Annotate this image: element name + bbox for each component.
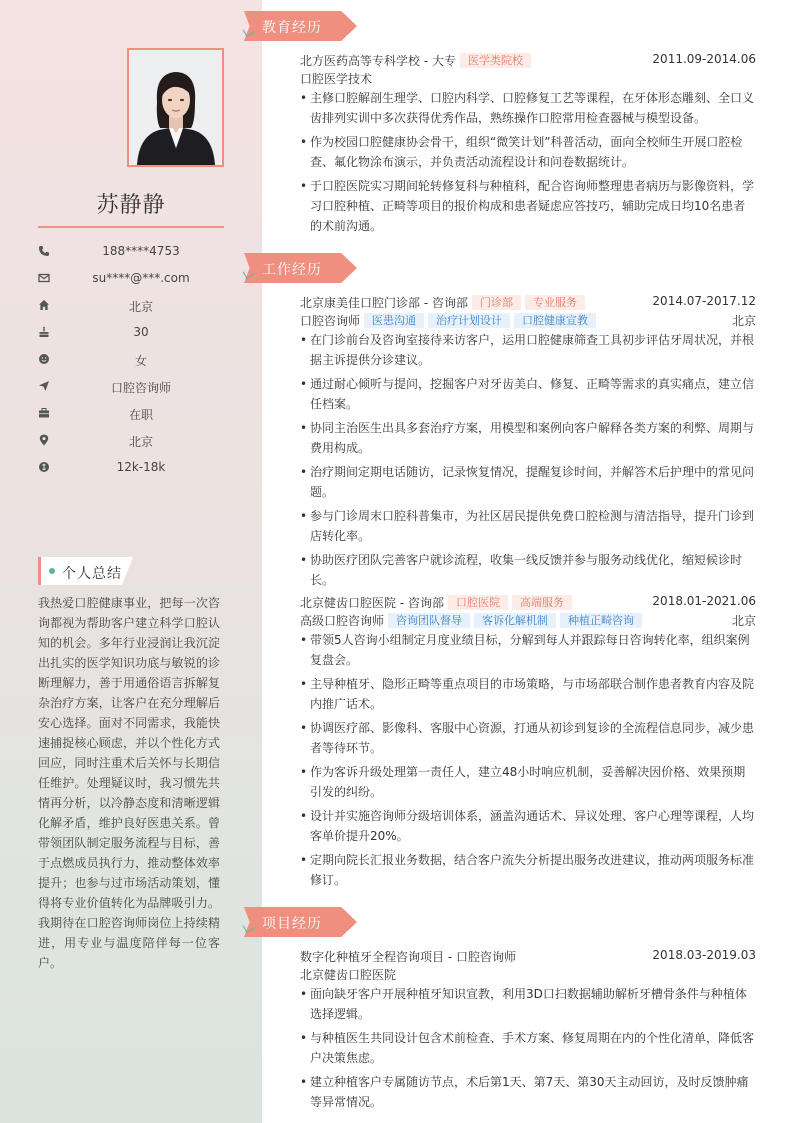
city-value: 北京 xyxy=(128,300,153,314)
skill-tag: 种植正畸咨询 xyxy=(560,613,642,628)
info-row-status xyxy=(38,400,224,427)
phone-icon xyxy=(38,245,50,257)
job-date: 2014.07-2017.12 xyxy=(652,294,756,308)
work-section-heading xyxy=(244,253,357,283)
info-row-phone xyxy=(38,238,224,265)
project-entry-1 xyxy=(300,947,756,1116)
skill-tag: 咨询团队督导 xyxy=(388,613,470,628)
summary-section-heading xyxy=(38,557,134,585)
education-section-heading xyxy=(244,11,357,41)
job-location: 北京 xyxy=(731,614,756,628)
list-item: • 建立种植客户专属随访节点，术后第1天、第7天、第30天主动回访，及时反馈肿痛等异常情况。 xyxy=(300,1072,756,1112)
skill-tag: 客诉化解机制 xyxy=(474,613,556,628)
home-icon xyxy=(38,299,50,311)
job-location: 北京 xyxy=(731,314,756,328)
company-tag: 高端服务 xyxy=(512,595,572,610)
info-row-salary xyxy=(38,454,224,481)
profile-photo xyxy=(127,48,224,167)
briefcase-icon xyxy=(38,407,50,419)
projects-section-heading xyxy=(244,907,357,937)
person-name: 苏静静 xyxy=(96,193,166,218)
salary-icon xyxy=(38,461,50,473)
education-entry xyxy=(300,51,756,240)
portrait-image xyxy=(129,50,222,165)
school-tag: 医学类院校 xyxy=(460,53,531,68)
education-bullets xyxy=(300,88,756,236)
email-value: su****@***.com xyxy=(92,271,190,285)
location-value: 北京 xyxy=(128,435,153,449)
school-name: 北方医药高等专科学校 - 大专 xyxy=(300,54,456,68)
list-item: • 主修口腔解剖生理学、口腔内科学、口腔修复工艺等课程，在牙体形态雕刻、全口义齿排列实训中多次获得优秀作品，熟练操作口腔常用检查器械与模型设备。 xyxy=(300,88,756,128)
list-item: • 治疗期间定期电话随访，记录恢复情况，提醒复诊时间，并解答术后护理中的常见问题。 xyxy=(300,462,756,502)
project-name: 数字化种植牙全程咨询项目 - 口腔咨询师 xyxy=(300,950,516,964)
list-item: • 在门诊前台及咨询室接待来访客户，运用口腔健康筛查工具初步评估牙周状况，并根据主诉提供分诊建议。 xyxy=(300,330,756,370)
list-item: • 于口腔医院实习期间轮转修复科与种植科，配合咨询师整理患者病历与影像资料，学习口腔种植、正畸等项目的报价构成和患者疑虑应答技巧，辅助完成日均10名患者的术前沟通。 xyxy=(300,176,756,236)
info-row-location xyxy=(38,427,224,454)
job-position: 高级口腔咨询师 xyxy=(300,614,385,628)
major: 口腔医学技术 xyxy=(300,72,373,86)
company-tag: 口腔医院 xyxy=(448,595,508,610)
heading-dot-icon xyxy=(49,568,55,574)
phone-value: 188****4753 xyxy=(102,244,180,258)
company-tag: 门诊部 xyxy=(472,295,521,310)
skill-tag: 医患沟通 xyxy=(364,313,424,328)
info-row-age xyxy=(38,319,224,346)
skill-tag: 治疗计划设计 xyxy=(428,313,510,328)
location-icon xyxy=(38,434,50,446)
list-item: • 定期向院长汇报业务数据，结合客户流失分析提出服务改进建议，推动两项服务标准修订。 xyxy=(300,850,756,890)
work-title: 工作经历 xyxy=(262,262,322,278)
salary-value: 12k-18k xyxy=(116,460,166,474)
job-position: 口腔咨询师 xyxy=(300,314,361,328)
job-bullets xyxy=(300,630,756,890)
list-item: • 协同主治医生出具多套治疗方案，用模型和案例向客户解释各类方案的利弊、周期与费用构成。 xyxy=(300,418,756,458)
company-name: 北京健齿口腔医院 - 咨询部 xyxy=(300,596,444,610)
face-icon xyxy=(38,353,50,365)
project-bullets xyxy=(300,984,756,1112)
company-tag: 专业服务 xyxy=(525,295,585,310)
list-item: • 通过耐心倾听与提问，挖掘客户对牙齿美白、修复、正畸等需求的真实痛点，建立信任档案。 xyxy=(300,374,756,414)
status-value: 在职 xyxy=(128,408,153,422)
name-divider xyxy=(38,226,224,228)
list-item: • 作为客诉升级处理第一责任人，建立48小时响应机制，妥善解决因价格、效果预期引发的纠纷。 xyxy=(300,762,756,802)
list-item: • 面向缺牙客户开展种植牙知识宣教，利用3D口扫数据辅助解析牙槽骨条件与种植体选择逻辑。 xyxy=(300,984,756,1024)
list-item: • 设计并实施咨询师分级培训体系，涵盖沟通话术、异议处理、客户心理等课程，人均客单价提升20%。 xyxy=(300,806,756,846)
job-bullets xyxy=(300,330,756,590)
project-org: 北京健齿口腔医院 xyxy=(300,968,397,982)
work-entry-2 xyxy=(300,593,756,894)
email-icon xyxy=(38,272,50,284)
info-row-city xyxy=(38,292,224,319)
contact-info-list xyxy=(38,238,224,481)
age-value: 30 xyxy=(133,325,149,339)
project-date: 2018.03-2019.03 xyxy=(652,948,756,962)
list-item: • 参与门诊周末口腔科普集市，为社区居民提供免费口腔检测与清洁指导，提升门诊到店转化率。 xyxy=(300,506,756,546)
list-item: • 带领5人咨询小组制定月度业绩目标，分解到每人并跟踪每日咨询转化率，组织案例复盘会。 xyxy=(300,630,756,670)
job-date: 2018.01-2021.06 xyxy=(652,594,756,608)
company-name: 北京康美佳口腔门诊部 - 咨询部 xyxy=(300,296,468,310)
skill-tag: 口腔健康宣教 xyxy=(514,313,596,328)
sidebar xyxy=(0,0,262,1123)
target-position-value: 口腔咨询师 xyxy=(110,381,171,395)
cake-icon xyxy=(38,326,50,338)
list-item: • 作为校园口腔健康协会骨干，组织“微笑计划”科普活动，面向全校师生开展口腔检查、氟化物涂布演示，并负责活动流程设计和问卷数据统计。 xyxy=(300,132,756,172)
education-date: 2011.09-2014.06 xyxy=(652,52,756,66)
gender-value: 女 xyxy=(134,354,147,368)
info-row-gender xyxy=(38,346,224,373)
summary-title: 个人总结 xyxy=(62,566,122,582)
list-item: • 与种植医生共同设计包含术前检查、手术方案、修复周期在内的个性化清单，降低客户决策焦虑。 xyxy=(300,1028,756,1068)
list-item: • 协调医疗部、影像科、客服中心资源，打通从初诊到复诊的全流程信息同步，减少患者等待环节。 xyxy=(300,718,756,758)
projects-title: 项目经历 xyxy=(262,916,322,932)
summary-text: 我热爱口腔健康事业，把每一次咨询都视为帮助客户建立科学口腔认知的机会。多年行业浸润让我沉淀出扎实的医学知识功底与敏锐的诊断理解力，善于用通俗语言拆解复杂治疗方案，让客户在充分理解后安心选择。面对不同需求，我能快速捕捉核心顾虑，并以个性化方式回应，同时注重术后关怀与长期信任维护。处理疑议时，我习惯先共情再分析，以冷静态度和清晰逻辑化解矛盾，维护良好医患关系。曾带领团队制定服务流程与目标，善于点燃成员执行力，推动整体效率提升；也参与过市场活动策划，懂得将专业价值转化为品牌吸引力。我期待在口腔咨询师岗位上持续精进，用专业与温度陪伴每一位客户。 xyxy=(38,596,220,970)
list-item: • 主导种植牙、隐形正畸等重点项目的市场策略，与市场部联合制作患者教育内容及院内推广话术。 xyxy=(300,674,756,714)
list-item: • 协助医疗团队完善客户就诊流程，收集一线反馈并参与服务动线优化，缩短候诊时长。 xyxy=(300,550,756,590)
info-row-email xyxy=(38,265,224,292)
send-icon xyxy=(38,380,50,392)
info-row-target-position xyxy=(38,373,224,400)
education-title: 教育经历 xyxy=(262,20,322,36)
work-entry-1 xyxy=(300,293,756,594)
